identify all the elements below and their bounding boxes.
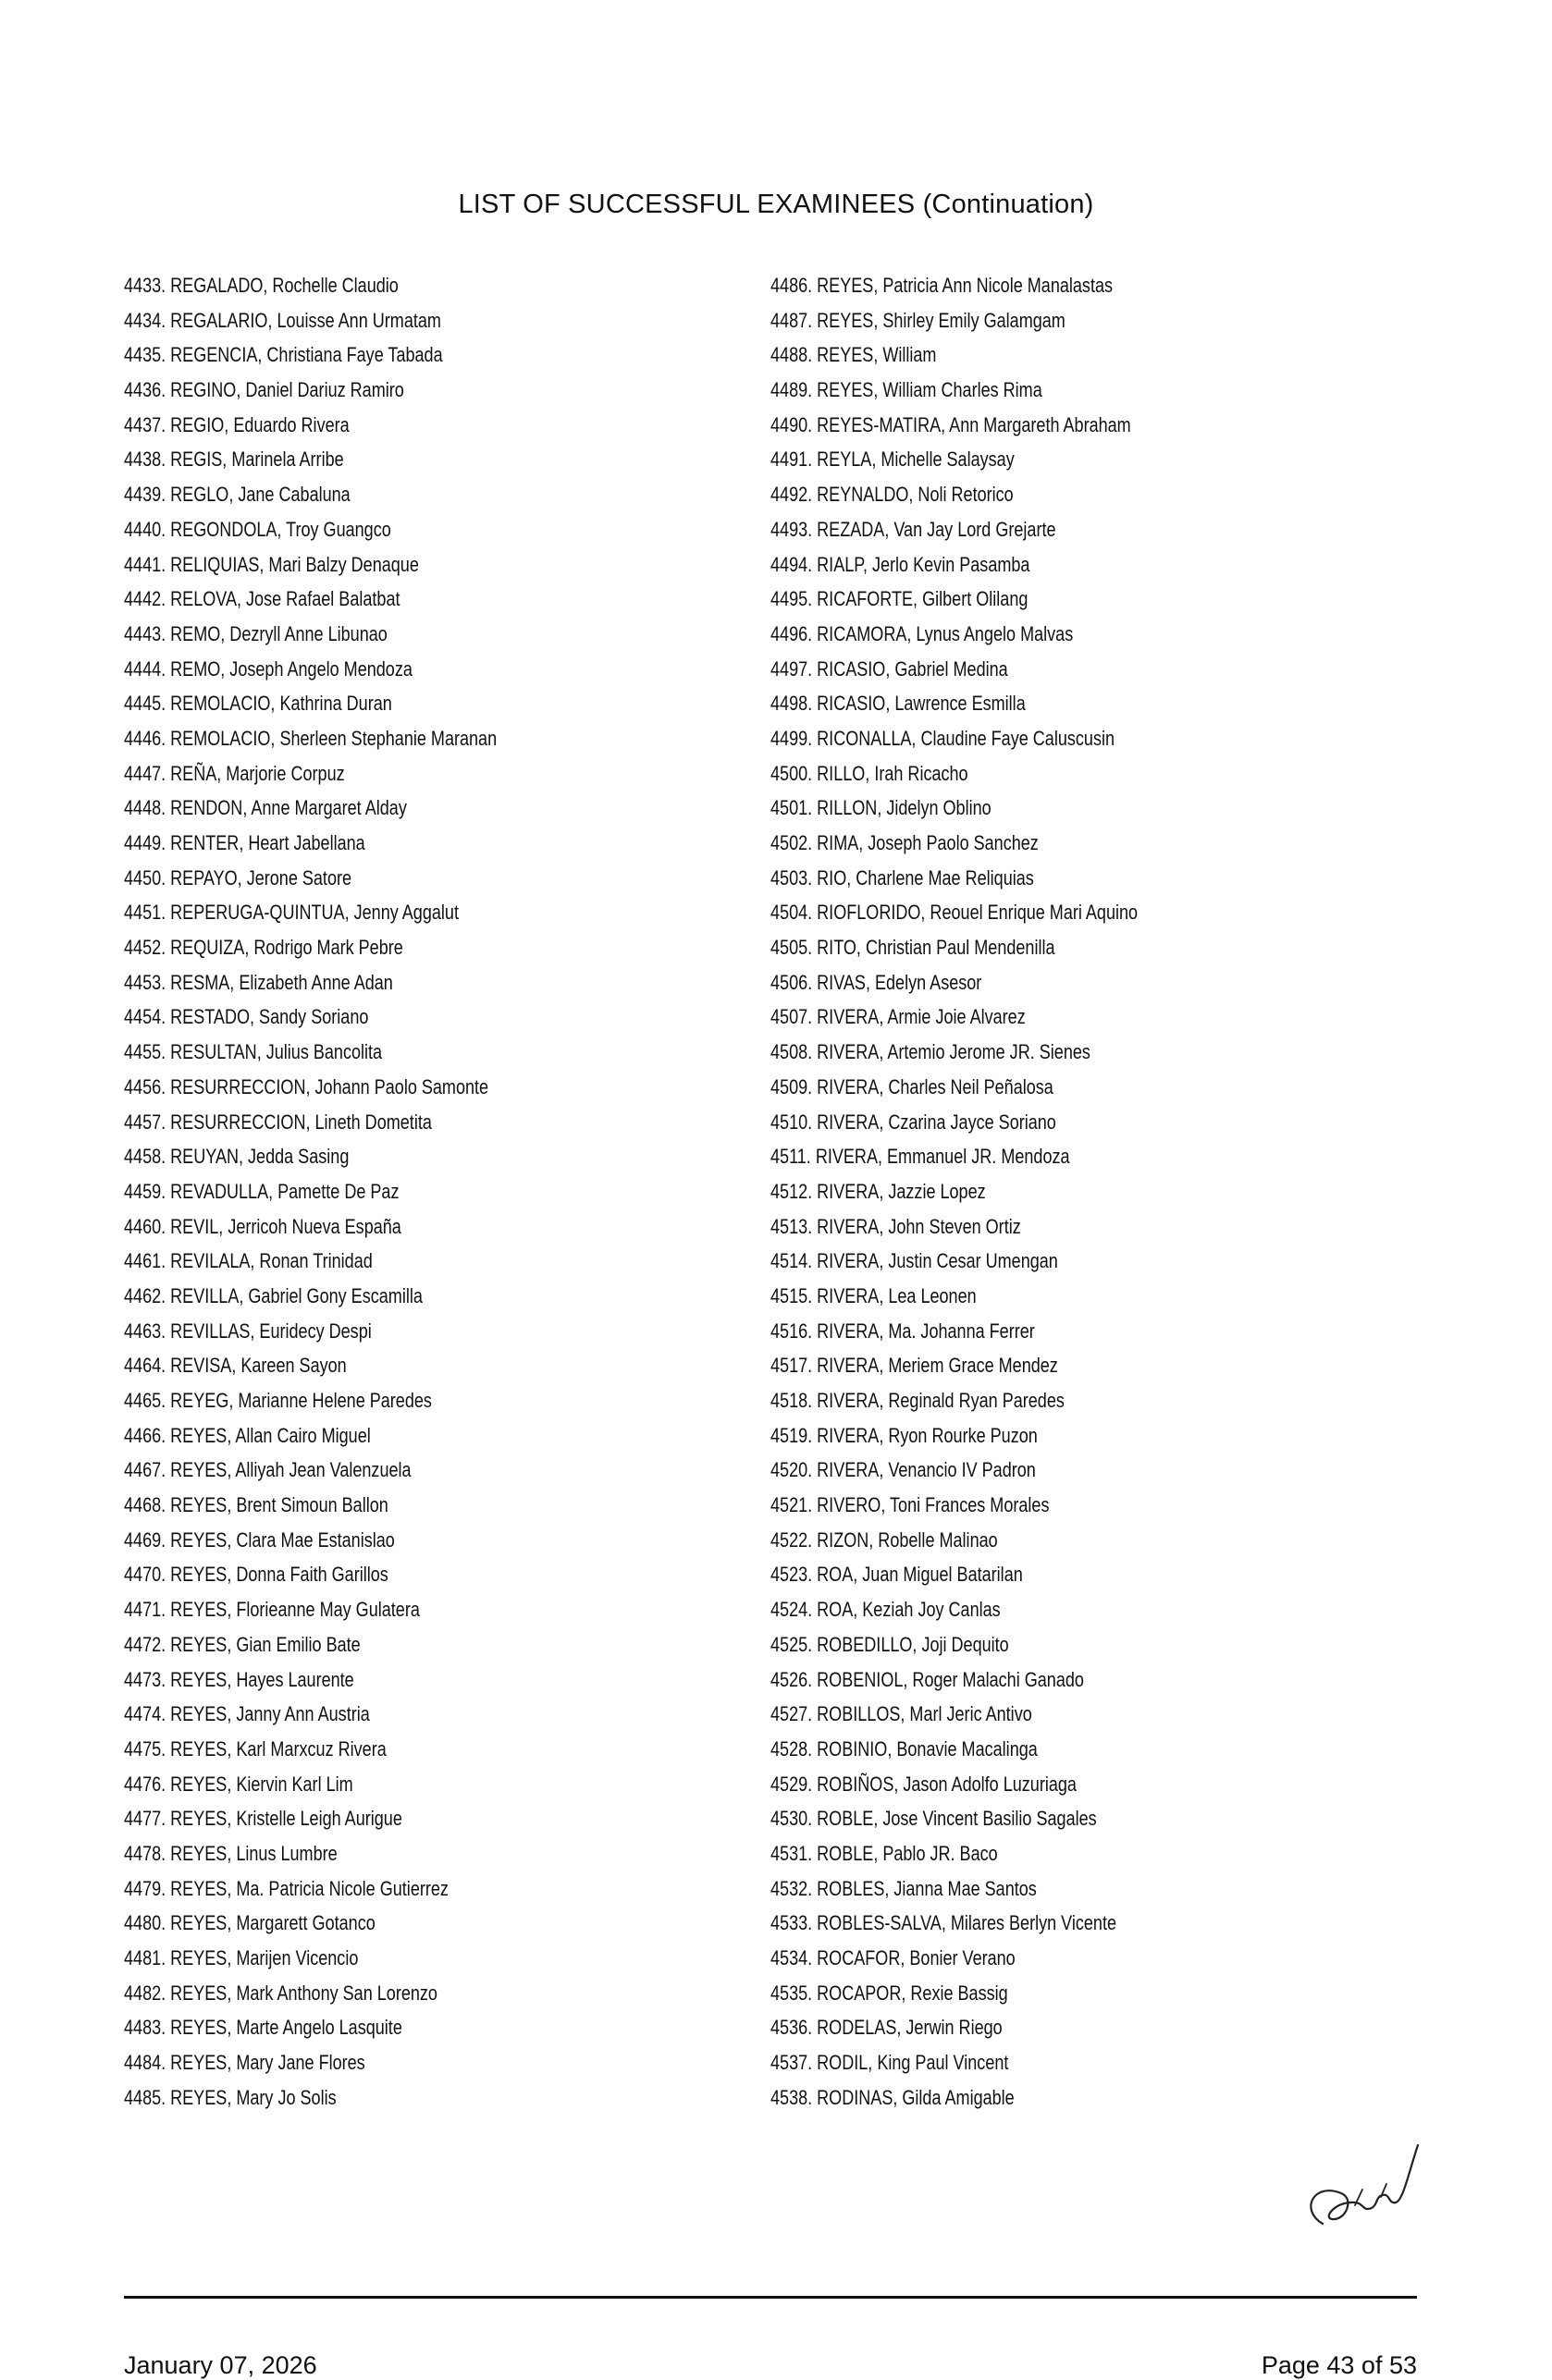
examinee-entry: 4456. RESURRECCION, Johann Paolo Samonte [124,1074,489,1098]
examinee-entry: 4458. REUYAN, Jedda Sasing [124,1145,350,1169]
examinee-entry: 4452. REQUIZA, Rodrigo Mark Pebre [124,936,403,960]
examinee-entry: 4471. REYES, Florieanne May Gulatera [124,1598,420,1622]
examinee-entry: 4521. RIVERO, Toni Frances Morales [770,1493,1050,1517]
examinee-entry: 4435. REGENCIA, Christiana Faye Tabada [124,343,443,367]
examinee-entry: 4463. REVILLAS, Euridecy Despi [124,1319,372,1343]
examinee-entry: 4496. RICAMORA, Lynus Angelo Malvas [770,621,1074,645]
examinee-entry: 4514. RIVERA, Justin Cesar Umengan [770,1249,1058,1273]
examinee-entry: 4475. REYES, Karl Marxcuz Rivera [124,1736,387,1760]
examinee-entry: 4524. ROA, Keziah Joy Canlas [770,1598,1001,1622]
examinee-entry: 4474. REYES, Janny Ann Austria [124,1702,370,1726]
examinee-entry: 4444. REMO, Joseph Angelo Mendoza [124,656,413,681]
examinee-entry: 4440. REGONDOLA, Troy Guangco [124,517,391,541]
examinee-entry: 4457. RESURRECCION, Lineth Dometita [124,1110,432,1134]
examinee-entry: 4466. REYES, Allan Cairo Miguel [124,1423,371,1447]
examinee-entry: 4534. ROCAFOR, Bonier Verano [770,1946,1016,1969]
examinee-entry: 4434. REGALARIO, Louisse Ann Urmatam [124,308,441,332]
examinee-entry: 4516. RIVERA, Ma. Johanna Ferrer [770,1319,1035,1343]
examinee-entry: 4464. REVISA, Kareen Sayon [124,1354,347,1378]
examinee-entry: 4517. RIVERA, Meriem Grace Mendez [770,1354,1058,1378]
examinee-entry: 4515. RIVERA, Lea Leonen [770,1283,977,1307]
examinee-entry: 4472. REYES, Gian Emilio Bate [124,1632,361,1656]
examinee-entry: 4470. REYES, Donna Faith Garillos [124,1563,388,1587]
examinee-entry: 4498. RICASIO, Lawrence Esmilla [770,692,1026,716]
examinee-entry: 4507. RIVERA, Armie Joie Alvarez [770,1005,1026,1029]
examinee-entry: 4501. RILLON, Jidelyn Oblino [770,796,992,820]
examinee-entry: 4482. REYES, Mark Anthony San Lorenzo [124,1981,437,2005]
examinee-entry: 4437. REGIO, Eduardo Rivera [124,412,350,436]
examinee-entry: 4508. RIVERA, Artemio Jerome JR. Sienes [770,1040,1090,1064]
examinee-entry: 4459. REVADULLA, Pamette De Paz [124,1179,400,1203]
examinee-entry: 4489. REYES, William Charles Rima [770,378,1042,402]
page-title: LIST OF SUCCESSFUL EXAMINEES (Continuation) [458,190,1094,219]
examinee-entry: 4484. REYES, Mary Jane Flores [124,2051,365,2075]
examinee-entry: 4500. RILLO, Irah Ricacho [770,761,968,785]
examinee-entry: 4530. ROBLE, Jose Vincent Basilio Sagales [770,1807,1097,1831]
signature-icon [1290,2136,1429,2238]
examinee-entry: 4480. REYES, Margarett Gotanco [124,1911,376,1935]
examinee-entry: 4511. RIVERA, Emmanuel JR. Mendoza [770,1145,1070,1169]
examinee-entry: 4455. RESULTAN, Julius Bancolita [124,1040,383,1064]
examinee-entry: 4451. REPERUGA-QUINTUA, Jenny Aggalut [124,901,459,925]
examinee-entry: 4512. RIVERA, Jazzie Lopez [770,1179,986,1203]
examinee-entry: 4505. RITO, Christian Paul Mendenilla [770,936,1055,960]
examinee-entry: 4446. REMOLACIO, Sherleen Stephanie Maranan [124,726,498,750]
examinee-entry: 4527. ROBILLOS, Marl Jeric Antivo [770,1702,1032,1726]
examinee-entry: 4535. ROCAPOR, Rexie Bassig [770,1981,1008,2005]
examinee-entry: 4454. RESTADO, Sandy Soriano [124,1005,369,1029]
examinee-entry: 4493. REZADA, Van Jay Lord Grejarte [770,517,1056,541]
examinee-entry: 4439. REGLO, Jane Cabaluna [124,483,351,507]
footer-page-number: Page 43 of 53 [1261,2351,1417,2379]
examinee-entry: 4447. REÑA, Marjorie Corpuz [124,761,345,785]
examinee-entry: 4450. REPAYO, Jerone Satore [124,865,352,889]
examinee-entry: 4532. ROBLES, Jianna Mae Santos [770,1876,1037,1900]
examinee-entry: 4499. RICONALLA, Claudine Faye Caluscusin [770,726,1115,750]
examinee-entry: 4491. REYLA, Michelle Salaysay [770,448,1015,472]
footer-date: January 07, 2026 [124,2351,317,2379]
examinee-entry: 4533. ROBLES-SALVA, Milares Berlyn Vicente [770,1911,1117,1935]
examinee-entry: 4448. RENDON, Anne Margaret Alday [124,796,407,820]
examinee-entry: 4460. REVIL, Jerricoh Nueva España [124,1214,401,1238]
examinee-entry: 4479. REYES, Ma. Patricia Nicole Gutierrez [124,1876,449,1900]
examinee-entry: 4436. REGINO, Daniel Dariuz Ramiro [124,378,404,402]
examinee-entry: 4441. RELIQUIAS, Mari Balzy Denaque [124,552,419,576]
examinee-entry: 4503. RIO, Charlene Mae Reliquias [770,865,1034,889]
examinee-entry: 4433. REGALADO, Rochelle Claudio [124,274,399,297]
examinee-entry: 4477. REYES, Kristelle Leigh Aurigue [124,1807,402,1831]
examinee-entry: 4519. RIVERA, Ryon Rourke Puzon [770,1423,1038,1447]
examinee-entry: 4483. REYES, Marte Angelo Lasquite [124,2016,402,2040]
examinee-entry: 4488. REYES, William [770,343,937,367]
examinee-entry: 4476. REYES, Kiervin Karl Lim [124,1772,353,1796]
examinee-entry: 4481. REYES, Marijen Vicencio [124,1946,359,1969]
examinee-entry: 4494. RIALP, Jerlo Kevin Pasamba [770,552,1030,576]
examinee-entry: 4487. REYES, Shirley Emily Galamgam [770,308,1065,332]
examinee-entry: 4525. ROBEDILLO, Joji Dequito [770,1632,1009,1656]
examinee-entry: 4449. RENTER, Heart Jabellana [124,831,365,854]
left-examinee-column [124,268,579,2115]
examinee-entry: 4443. REMO, Dezryll Anne Libunao [124,621,388,645]
examinee-entry: 4518. RIVERA, Reginald Ryan Paredes [770,1389,1065,1412]
examinee-entry: 4509. RIVERA, Charles Neil Peñalosa [770,1074,1053,1098]
examinee-entry: 4526. ROBENIOL, Roger Malachi Ganado [770,1667,1084,1691]
examinee-entry: 4486. REYES, Patricia Ann Nicole Manalastas [770,274,1114,297]
examinee-entry: 4473. REYES, Hayes Laurente [124,1667,354,1691]
examinee-entry: 4537. RODIL, King Paul Vincent [770,2051,1009,2075]
examinee-entry: 4478. REYES, Linus Lumbre [124,1841,338,1865]
examinee-entry: 4529. ROBIÑOS, Jason Adolfo Luzuriaga [770,1772,1077,1796]
examinee-entry: 4513. RIVERA, John Steven Ortiz [770,1214,1021,1238]
examinee-entry: 4528. ROBINIO, Bonavie Macalinga [770,1736,1038,1760]
examinee-entry: 4485. REYES, Mary Jo Solis [124,2085,337,2109]
examinee-entry: 4536. RODELAS, Jerwin Riego [770,2016,1003,2040]
examinee-entry: 4520. RIVERA, Venancio IV Padron [770,1458,1036,1482]
examinee-entry: 4490. REYES-MATIRA, Ann Margareth Abraham [770,412,1131,436]
examinee-entry: 4438. REGIS, Marinela Arribe [124,448,344,472]
examinee-entry: 4504. RIOFLORIDO, Reouel Enrique Mari Aquino [770,901,1139,925]
examinee-entry: 4462. REVILLA, Gabriel Gony Escamilla [124,1283,423,1307]
examinee-entry: 4467. REYES, Alliyah Jean Valenzuela [124,1458,412,1482]
examinee-entry: 4502. RIMA, Joseph Paolo Sanchez [770,831,1039,854]
examinee-entry: 4492. REYNALDO, Noli Retorico [770,483,1014,507]
examinee-entry: 4465. REYEG, Marianne Helene Paredes [124,1389,432,1412]
examinee-entry: 4538. RODINAS, Gilda Amigable [770,2085,1015,2109]
footer-divider [124,2296,1417,2299]
examinee-entry: 4445. REMOLACIO, Kathrina Duran [124,692,392,716]
examinee-entry: 4510. RIVERA, Czarina Jayce Soriano [770,1110,1056,1134]
examinee-entry: 4523. ROA, Juan Miguel Batarilan [770,1563,1023,1587]
examinee-entry: 4531. ROBLE, Pablo JR. Baco [770,1841,998,1865]
examinee-entry: 4461. REVILALA, Ronan Trinidad [124,1249,373,1273]
examinee-entry: 4522. RIZON, Robelle Malinao [770,1527,998,1552]
right-examinee-column [770,268,1218,2115]
examinee-entry: 4442. RELOVA, Jose Rafael Balatbat [124,587,400,611]
examinee-entry: 4469. REYES, Clara Mae Estanislao [124,1527,395,1552]
examinee-entry: 4468. REYES, Brent Simoun Ballon [124,1493,388,1517]
examinee-entry: 4453. RESMA, Elizabeth Anne Adan [124,970,393,994]
examinee-entry: 4495. RICAFORTE, Gilbert Olilang [770,587,1029,611]
examinee-entry: 4506. RIVAS, Edelyn Asesor [770,970,982,994]
examinee-entry: 4497. RICASIO, Gabriel Medina [770,656,1008,681]
